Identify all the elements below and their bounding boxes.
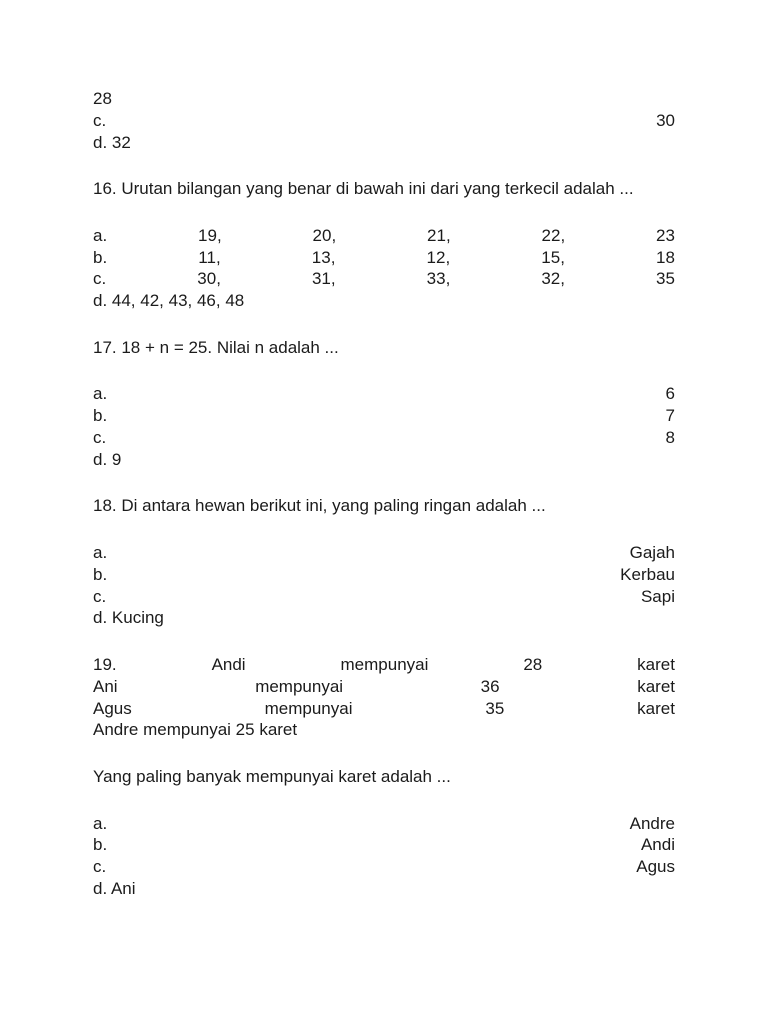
q16-option-c-number: 31, bbox=[311, 269, 336, 289]
q18-option-b-label: b. bbox=[93, 564, 108, 584]
q16-option-b-number: 15, bbox=[541, 247, 565, 267]
q19-fact-word: Agus bbox=[93, 698, 132, 718]
q18-option-c-value: Sapi bbox=[640, 586, 675, 606]
q17-option-a-value: 6 bbox=[665, 384, 675, 404]
q19-fact-word: 28 bbox=[523, 655, 543, 675]
question-17-prompt bbox=[93, 337, 675, 359]
question-19-options bbox=[93, 813, 675, 900]
q16-option-c-number: 35 bbox=[656, 269, 675, 289]
q19-fact-word: mempunyai bbox=[264, 698, 353, 718]
q16-option-b-label: b. bbox=[93, 247, 108, 267]
q17-option-a-label: a. bbox=[93, 384, 108, 404]
q18-option-b bbox=[93, 564, 675, 586]
q19-number: 19. bbox=[93, 655, 117, 675]
question-16-prompt bbox=[93, 178, 675, 200]
q17-option-c-label: c. bbox=[93, 428, 107, 448]
q19-fact-andre: Andre mempunyai 25 karet bbox=[93, 720, 298, 740]
q19-fact-word: karet bbox=[637, 655, 675, 675]
q17-option-b-value: 7 bbox=[665, 406, 675, 426]
q15-option-c bbox=[93, 110, 675, 132]
q19-prompt-text: Yang paling banyak mempunyai karet adalah ... bbox=[93, 767, 451, 786]
question-17-options bbox=[93, 383, 675, 470]
question-16-options bbox=[93, 225, 675, 312]
q17-option-c bbox=[93, 427, 675, 449]
q18-option-a-label: a. bbox=[93, 543, 108, 563]
question-19-facts bbox=[93, 654, 675, 741]
q18-option-d: d. Kucing bbox=[93, 608, 164, 628]
question-18-prompt bbox=[93, 495, 675, 517]
q15-option-d: d. 32 bbox=[93, 132, 131, 152]
q19-fact-word: mempunyai bbox=[340, 655, 429, 675]
q19-option-c-label: c. bbox=[93, 857, 107, 877]
q19-fact-andi bbox=[93, 654, 675, 676]
q18-option-b-value: Kerbau bbox=[620, 564, 675, 584]
q19-fact-word: Ani bbox=[93, 676, 118, 696]
q19-option-b-label: b. bbox=[93, 835, 108, 855]
q18-option-a bbox=[93, 542, 675, 564]
q19-option-a bbox=[93, 813, 675, 835]
q16-option-b-number: 18 bbox=[656, 247, 675, 267]
q16-option-b-number: 13, bbox=[311, 247, 336, 267]
q16-option-d: d. 44, 42, 43, 46, 48 bbox=[93, 291, 245, 311]
q16-option-a bbox=[93, 225, 675, 247]
q19-fact-word: 36 bbox=[480, 676, 500, 696]
q19-fact-word: Andi bbox=[211, 655, 246, 675]
q16-option-a-label: a. bbox=[93, 225, 108, 245]
q16-option-c bbox=[93, 268, 675, 290]
q16-option-c-number: 33, bbox=[426, 269, 451, 289]
q16-option-b-number: 11, bbox=[198, 247, 221, 267]
q16-option-a-number: 22, bbox=[541, 225, 566, 245]
q17-option-b-label: b. bbox=[93, 406, 108, 426]
q16-option-a-number: 23 bbox=[656, 225, 675, 245]
question-18-options bbox=[93, 542, 675, 629]
q19-option-c-value: Agus bbox=[636, 857, 675, 877]
question-19-prompt bbox=[93, 766, 675, 788]
document-page bbox=[93, 88, 675, 924]
q16-option-b-number: 12, bbox=[426, 247, 451, 267]
q19-option-b bbox=[93, 834, 675, 856]
q16-option-c-label: c. bbox=[93, 269, 107, 289]
q15-option-c-value: 30 bbox=[656, 110, 675, 130]
q19-fact-ani bbox=[93, 676, 675, 698]
q17-option-d: d. 9 bbox=[93, 449, 122, 469]
q18-prompt-text: 18. Di antara hewan berikut ini, yang paling ringan adalah ... bbox=[93, 496, 546, 516]
q15-option-b-value: 28 bbox=[93, 89, 112, 109]
q17-option-b bbox=[93, 405, 675, 427]
q19-fact-word: mempunyai bbox=[255, 676, 344, 696]
q16-option-c-number: 32, bbox=[541, 269, 565, 289]
q17-prompt-text: 17. 18 + n = 25. Nilai n adalah ... bbox=[93, 337, 339, 357]
q19-fact-agus bbox=[93, 698, 675, 720]
q19-fact-word: karet bbox=[637, 676, 675, 696]
q18-option-c bbox=[93, 586, 675, 608]
q15-option-c-label: c. bbox=[93, 110, 107, 130]
q16-option-a-number: 20, bbox=[312, 225, 337, 245]
question-15-options-tail bbox=[93, 88, 675, 153]
q19-option-b-value: Andi bbox=[640, 835, 675, 855]
q16-option-a-number: 21, bbox=[427, 225, 451, 245]
q19-option-a-label: a. bbox=[93, 813, 108, 833]
q19-fact-word: 35 bbox=[485, 698, 505, 718]
q19-option-a-value: Andre bbox=[629, 813, 675, 833]
q16-prompt-text: 16. Urutan bilangan yang benar di bawah ini dari yang terkecil adalah ... bbox=[93, 179, 634, 199]
q17-option-c-value: 8 bbox=[665, 428, 675, 448]
q16-option-a-number: 19, bbox=[198, 225, 222, 245]
q19-option-d: d. Ani bbox=[93, 878, 136, 898]
q17-option-a bbox=[93, 383, 675, 405]
q16-option-b bbox=[93, 247, 675, 269]
q16-option-c-number: 30, bbox=[197, 269, 221, 289]
q18-option-a-value: Gajah bbox=[629, 543, 675, 563]
q18-option-c-label: c. bbox=[93, 586, 107, 606]
q19-option-c bbox=[93, 856, 675, 878]
q19-fact-word: karet bbox=[637, 698, 675, 718]
